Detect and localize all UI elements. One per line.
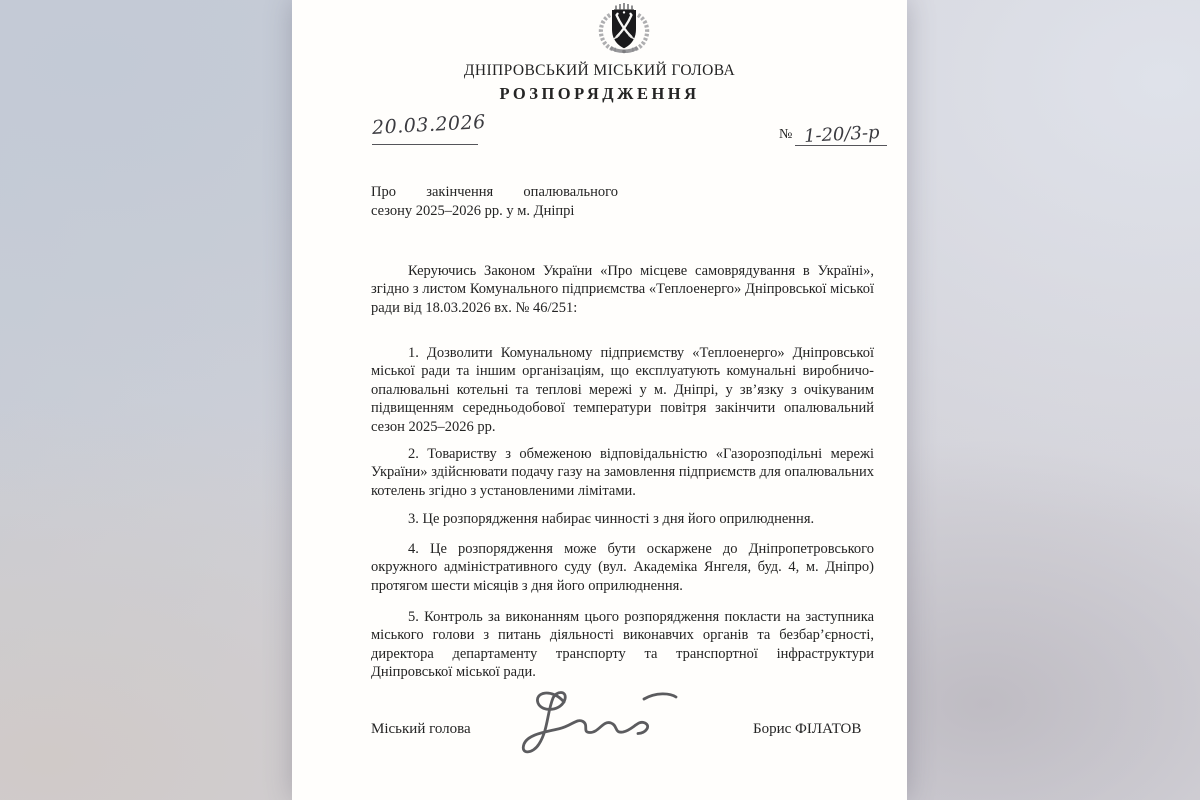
order-paragraph-4: 4. Це розпорядження може бути оскаржене до Дніпропетровського окружного адміністративного суду (вул. Академіка Янгеля, буд. 4, м. Дніпро) протягом шести місяців з дня його оприлюднення. <box>371 541 874 594</box>
signature-scrawl-icon <box>514 686 682 766</box>
subject-block <box>371 183 621 221</box>
dnipro-coat-of-arms-icon <box>595 2 653 54</box>
date-field <box>371 111 487 145</box>
handwritten-number: 1-20/3-р <box>803 122 880 147</box>
order-paragraph-1: 1. Дозволити Комунальному підприємству «Теплоенерго» Дніпровської міської ради та іншим організаціям, що експлуатують комунальні виробничо-опалювальні котельні та теплові мережі у м. Дніпрі, у зв’язку з очікуваним підвищенням середньодобової температури повітря закінчити опалювальний сезон 2025–2026 рр. <box>371 345 874 435</box>
order-paragraph-2: 2. Товариству з обмеженою відповідальністю «Газорозподільні мережі України» здійснювати подачу газу на замовлення підприємств для опалювальних котелень згідно з установленими лімітами. <box>371 446 874 499</box>
document-page <box>292 0 907 800</box>
signature-title: Міський голова <box>371 721 471 737</box>
signer-name: Борис ФІЛАТОВ <box>753 721 862 737</box>
doc-type-title: РОЗПОРЯДЖЕННЯ <box>499 84 700 103</box>
order-paragraph-3: 3. Це розпорядження набирає чинності з дня його оприлюднення. <box>408 511 815 527</box>
number-underline <box>795 124 887 146</box>
order-paragraph-5: 5. Контроль за виконанням цього розпорядження покласти на заступника міського голови з питань діяльності виконавчих органів та безбар’єрності, директора департаменту транспорту та транспортної інфраструктури Дніпровської міської ради. <box>371 609 874 681</box>
org-name-title: ДНІПРОВСЬКИЙ МІСЬКИЙ ГОЛОВА <box>463 62 736 79</box>
subject-line-1: Про закінчення опалювального <box>371 184 618 200</box>
preamble-paragraph: Керуючись Законом України «Про місцеве самоврядування в Україні», згідно з листом Комунального підприємства «Теплоенерго» Дніпровської міської ради від 18.03.2026 вх. № 46/251: <box>371 263 874 316</box>
handwritten-date: 20.03.2026 <box>371 111 487 139</box>
number-field <box>779 112 887 146</box>
subject-line-2: сезону 2025–2026 рр. у м. Дніпрі <box>371 202 575 219</box>
number-label: № <box>779 127 793 142</box>
